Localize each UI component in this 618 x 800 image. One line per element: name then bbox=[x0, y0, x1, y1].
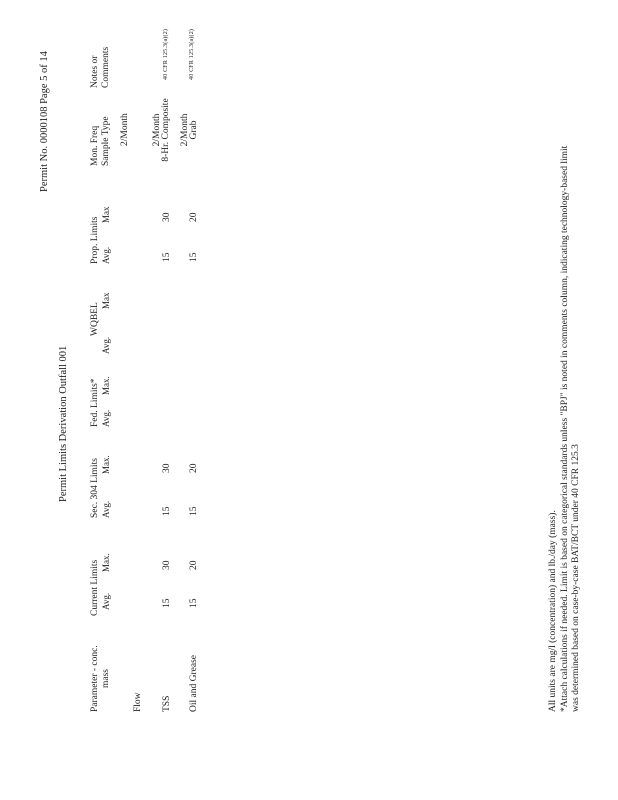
row-oil-grease-notes: 40 CFR 125.3(a)(2) bbox=[189, 28, 195, 80]
column-header-mon-freq: Mon. Freq Sample Type bbox=[90, 116, 111, 166]
row-flow-monfreq: 2/Month bbox=[120, 113, 130, 146]
row-oil-grease-current-avg: 15 bbox=[189, 598, 199, 608]
permit-page-line: Permit No. 0000108 Page 5 of 14 bbox=[39, 51, 50, 192]
column-header-sec304-limits: Sec. 304 Limits bbox=[90, 458, 100, 518]
row-tss-current-max: 30 bbox=[162, 560, 172, 570]
row-tss-parameter: TSS bbox=[162, 695, 172, 712]
wqbel-avg-label: Avg. bbox=[101, 336, 111, 354]
fed-avg-label: Avg. bbox=[101, 409, 111, 427]
prop-avg-label: Avg. bbox=[101, 246, 111, 264]
row-flow-parameter: Flow bbox=[133, 692, 143, 712]
page-title: Permit Limits Derivation Outfall 001 bbox=[58, 345, 69, 502]
footer-notes bbox=[548, 146, 583, 712]
row-tss-prop-max: 30 bbox=[162, 212, 172, 222]
row-tss-notes: 40 CFR 125.3(a)(2) bbox=[163, 28, 169, 80]
prop-max-label: Max bbox=[101, 206, 111, 223]
column-header-current-limits: Current Limits bbox=[90, 559, 100, 616]
footer-units-note: All units are mg/l (concentration) and lb./day (mass). bbox=[548, 510, 558, 712]
column-header-notes: Notes or Comments bbox=[90, 46, 111, 88]
column-header-parameter: Parameter - conc. mass bbox=[90, 645, 111, 712]
row-tss-sec304-avg: 15 bbox=[162, 506, 172, 516]
row-oil-grease-monfreq: 2/Month Grab bbox=[180, 113, 199, 147]
row-oil-grease-parameter: Oil and Grease bbox=[189, 655, 199, 712]
current-max-label: Max. bbox=[101, 553, 111, 572]
sec304-avg-label: Avg. bbox=[101, 500, 111, 518]
column-header-prop-limits: Prop. Limits bbox=[90, 216, 100, 264]
wqbel-max-label: Max bbox=[101, 292, 111, 309]
row-oil-grease-prop-max: 20 bbox=[189, 212, 199, 222]
row-oil-grease-prop-avg: 15 bbox=[189, 252, 199, 262]
sec304-max-label: Max. bbox=[101, 455, 111, 474]
column-header-wqbel: WQBEL bbox=[90, 302, 100, 336]
row-tss-current-avg: 15 bbox=[162, 598, 172, 608]
footer-calculation-note: *Attach calculations if needed. Limit is based on categorical standards unless "BPJ" is noted in comments column, indicating technology-based limit bbox=[559, 145, 570, 712]
current-avg-label: Avg. bbox=[101, 592, 111, 610]
fed-max-label: Max. bbox=[101, 376, 111, 395]
row-tss-sec304-max: 30 bbox=[162, 463, 172, 473]
row-oil-grease-sec304-avg: 15 bbox=[189, 506, 199, 516]
footer-bat-bct-note: was determined based on case-by-case BAT/BCT under 40 CFR 125.3 bbox=[571, 444, 581, 712]
row-tss-monfreq: 2/Month 8-Hr. Composite bbox=[152, 98, 171, 162]
row-oil-grease-sec304-max: 20 bbox=[189, 463, 199, 473]
column-header-fed-limits: Fed. Limits* bbox=[90, 378, 100, 427]
row-oil-grease-current-max: 20 bbox=[189, 560, 199, 570]
row-tss-prop-avg: 15 bbox=[162, 252, 172, 262]
